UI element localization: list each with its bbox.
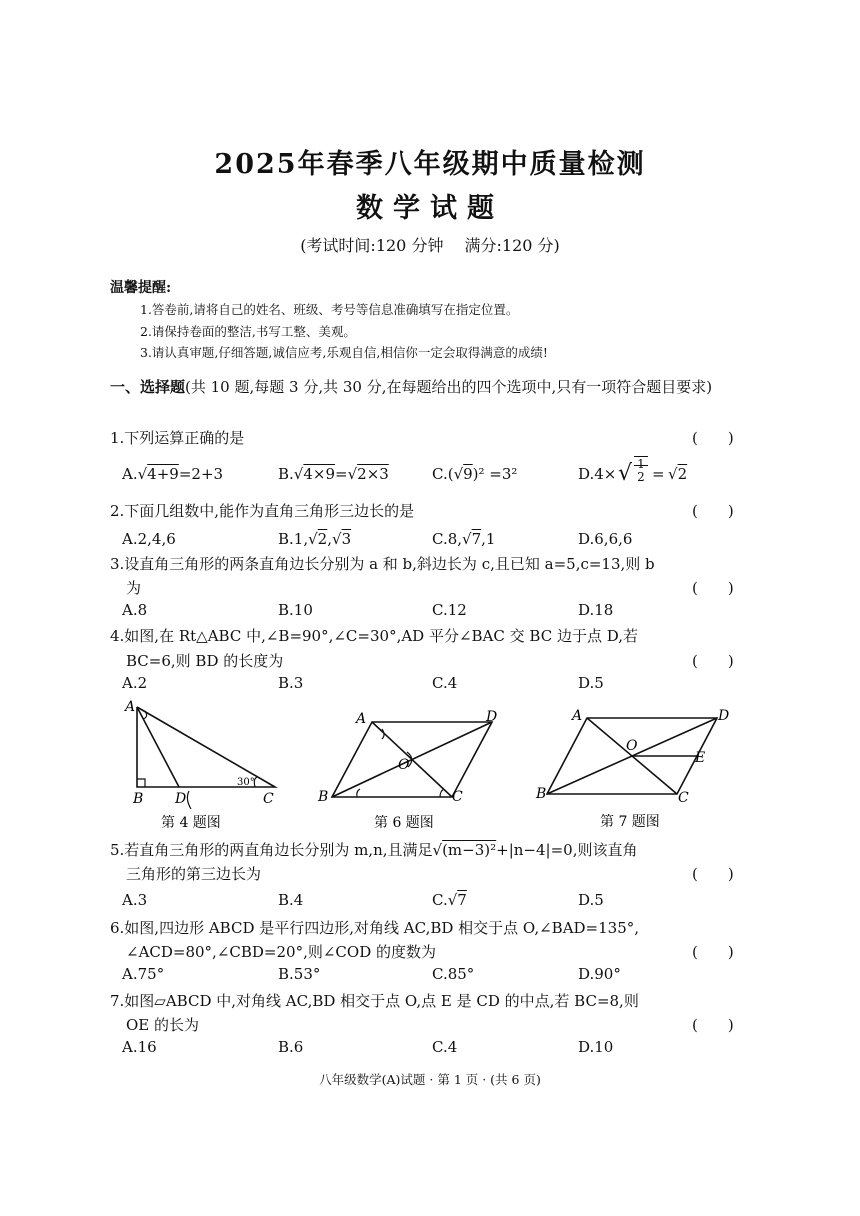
- q6-option-a: A.75°: [122, 965, 165, 983]
- q2-option-c: C.8,√7,1: [432, 530, 496, 548]
- question-1-stem: 1.下列运算正确的是: [110, 429, 245, 447]
- reminder-item: 3.请认真审题,仔细答题,诚信应考,乐观自信,相信你一定会取得满意的成绩!: [140, 345, 548, 360]
- q2-option-b: B.1,√2,√3: [278, 530, 352, 548]
- q4-option-a: A.2: [122, 674, 148, 692]
- fig6-label-d: D: [486, 709, 498, 725]
- question-4-stem: 4.如图,在 Rt△ABC 中,∠B=90°,∠C=30°,AD 平分∠BAC 交 BC 边于点 D,若: [110, 627, 638, 645]
- q3-option-c: C.12: [432, 601, 467, 619]
- fig4-label-a: A: [125, 699, 136, 715]
- q1-option-c: C.(√9)² =3²: [432, 465, 518, 483]
- figure-7: [532, 706, 742, 838]
- fig4-label-c: C: [263, 791, 274, 807]
- q4-option-d: D.5: [578, 674, 604, 692]
- fig6-label-o: O: [398, 757, 410, 773]
- fig6-label-b: B: [318, 789, 329, 805]
- fig4-label-d: D: [175, 791, 187, 807]
- question-3-stem: 3.设直角三角形的两条直角边长分别为 a 和 b,斜边长为 c,且已知 a=5,c=13,则 b: [110, 555, 655, 573]
- fig6-label-a: A: [356, 711, 367, 727]
- q1-option-b: B.√4×9=√2×3: [278, 465, 389, 483]
- q3-option-b: B.10: [278, 601, 313, 619]
- exam-info: (考试时间:120 分钟 满分:120 分): [300, 236, 560, 255]
- fig7-label-c: C: [678, 790, 689, 806]
- question-2-stem: 2.下面几组数中,能作为直角三角形三边长的是: [110, 502, 415, 520]
- question-3-stem-cont: 为: [126, 579, 142, 597]
- answer-parens: ( ): [692, 865, 734, 883]
- question-7-stem: 7.如图▱ABCD 中,对角线 AC,BD 相交于点 O,点 E 是 CD 的中点,若 BC=8,则: [110, 992, 639, 1010]
- q4-option-b: B.3: [278, 674, 304, 692]
- answer-parens: ( ): [692, 943, 734, 961]
- q3-option-a: A.8: [122, 601, 148, 619]
- q5-option-d: D.5: [578, 891, 604, 909]
- section-title: 一、选择题: [110, 378, 186, 396]
- q3-option-d: D.18: [578, 601, 614, 619]
- reminder-item: 2.请保持卷面的整洁,书写工整、美观。: [140, 324, 356, 339]
- page-footer: 八年级数学(A)试题 · 第 1 页 · (共 6 页): [319, 1072, 541, 1087]
- q2-option-d: D.6,6,6: [578, 530, 633, 548]
- right-angle-mark: [137, 779, 145, 787]
- q2-option-a: A.2,4,6: [122, 530, 176, 548]
- section-description: (共 10 题,每题 3 分,共 30 分,在每题给出的四个选项中,只有一项符合题目要求): [185, 378, 713, 396]
- question-7-stem-cont: OE 的长为: [126, 1016, 200, 1034]
- answer-parens: ( ): [692, 502, 734, 520]
- fig7-caption: 第 7 题图: [600, 814, 660, 830]
- question-5-stem-cont: 三角形的第三边长为: [126, 865, 262, 883]
- figure-4: [115, 697, 285, 837]
- fig7-label-a: A: [572, 708, 583, 724]
- q5-option-b: B.4: [278, 891, 304, 909]
- reminder-title: 温馨提醒:: [110, 280, 172, 296]
- fig4-caption: 第 4 题图: [161, 815, 221, 831]
- answer-parens: ( ): [692, 1016, 734, 1034]
- question-6-stem: 6.如图,四边形 ABCD 是平行四边形,对角线 AC,BD 相交于点 O,∠BAD=135°,: [110, 919, 640, 937]
- question-6-stem-cont: ∠ACD=80°,∠CBD=20°,则∠COD 的度数为: [126, 943, 436, 961]
- fig6-caption: 第 6 题图: [374, 815, 434, 831]
- q6-option-d: D.90°: [578, 965, 621, 983]
- fig7-label-e: E: [695, 750, 706, 766]
- exam-subtitle: 数学试题: [356, 193, 504, 224]
- answer-parens: ( ): [692, 429, 734, 447]
- answer-parens: ( ): [692, 652, 734, 670]
- q6-option-c: C.85°: [432, 965, 475, 983]
- fig7-label-o: O: [626, 738, 638, 754]
- fig4-angle-label: 30°: [237, 777, 255, 788]
- q5-option-c: C.√7: [432, 891, 467, 909]
- exam-title: 2025年春季八年级期中质量检测: [214, 149, 646, 180]
- fig7-label-b: B: [536, 786, 547, 802]
- q7-option-b: B.6: [278, 1038, 304, 1056]
- q4-option-c: C.4: [432, 674, 458, 692]
- figure-6: [312, 707, 512, 837]
- q1-option-a: A.√4+9=2+3: [122, 465, 224, 483]
- question-4-stem-cont: BC=6,则 BD 的长度为: [126, 652, 284, 670]
- fig4-label-b: B: [133, 791, 144, 807]
- q7-option-d: D.10: [578, 1038, 614, 1056]
- q6-option-b: B.53°: [278, 965, 321, 983]
- section-heading: [110, 375, 750, 399]
- question-5-stem: 5.若直角三角形的两直角边长分别为 m,n,且满足√(m−3)²+|n−4|=0,则该直角: [110, 841, 638, 859]
- fig6-label-c: C: [452, 789, 463, 805]
- reminder-item: 1.答卷前,请将自己的姓名、班级、考号等信息准确填写在指定位置。: [140, 302, 519, 317]
- fig7-label-d: D: [718, 708, 730, 724]
- answer-parens: ( ): [692, 579, 734, 597]
- q7-option-c: C.4: [432, 1038, 458, 1056]
- q5-option-a: A.3: [122, 891, 148, 909]
- q7-option-a: A.16: [122, 1038, 157, 1056]
